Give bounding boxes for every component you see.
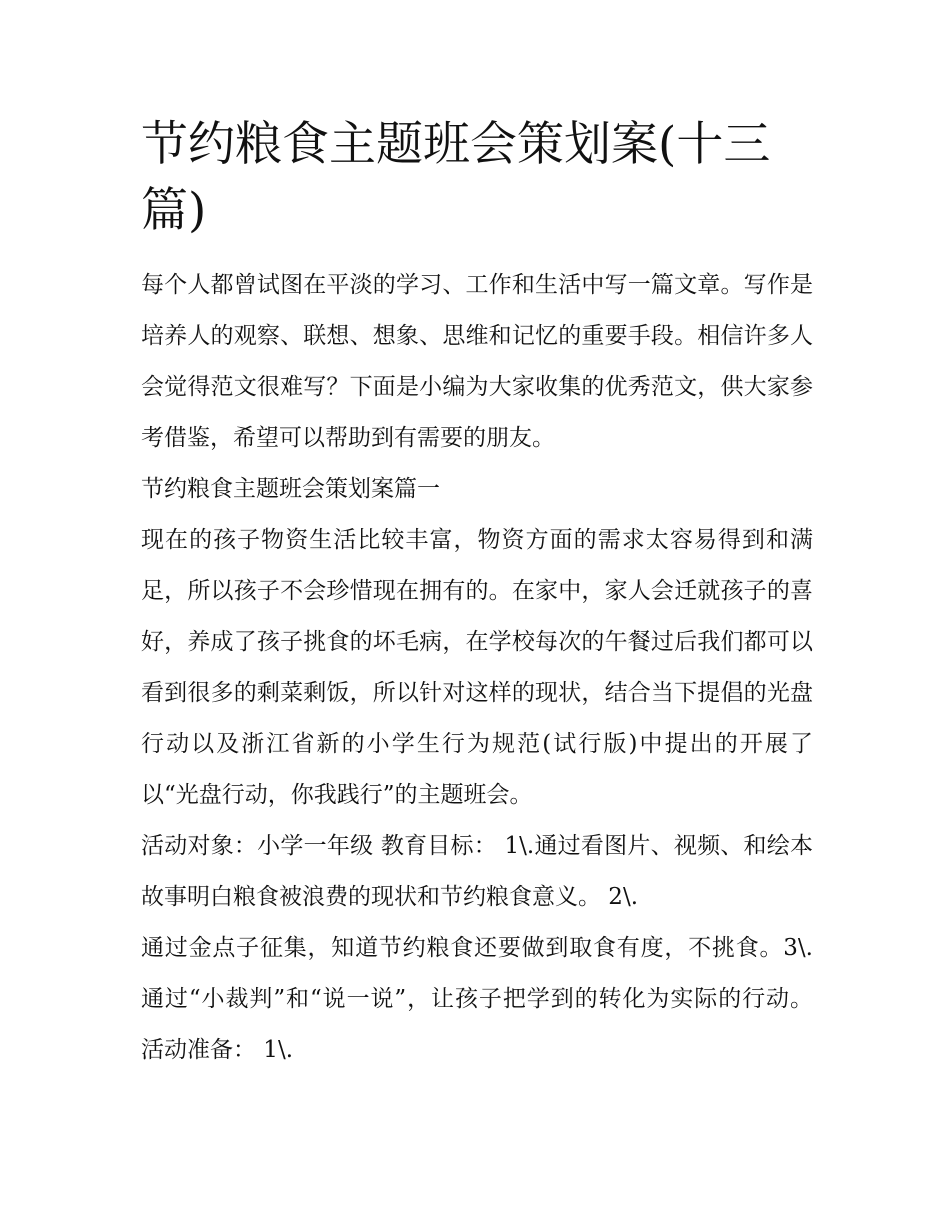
document-title: 节约粮食主题班会策划案(十三篇)	[141, 117, 771, 238]
section-heading: 节约粮食主题班会策划案篇一	[141, 476, 440, 502]
intro-paragraph: 每个人都曾试图在平淡的学习、工作和生活中写一篇文章。写作是培养人的观察、联想、想象、思维和记忆的重要手段。相信许多人会觉得范文很难写？下面是小编为大家收集的优秀范文，供大家参考借鉴，希望可以帮助到有需要的朋友。	[141, 272, 813, 451]
preparation-paragraph: 通过金点子征集，知道节约粮食还要做到取食有度，不挑食。3\.通过“小裁判”和“说一说”，让孩子把学到的转化为实际的行动。 活动准备： 1\.	[141, 935, 813, 1063]
document-body	[141, 112, 813, 1076]
objectives-paragraph: 活动对象：小学一年级 教育目标： 1\.通过看图片、视频、和绘本故事明白粮食被浪费的现状和节约粮食意义。 2\.	[141, 833, 813, 910]
background-paragraph: 现在的孩子物资生活比较丰富，物资方面的需求太容易得到和满足，所以孩子不会珍惜现在拥有的。在家中，家人会迁就孩子的喜好，养成了孩子挑食的坏毛病，在学校每次的午餐过后我们都可以看到很多的剩菜剩饭，所以针对这样的现状，结合当下提倡的光盘行动以及浙江省新的小学生行为规范(试行版)中提出的开展了以“光盘行动，你我践行”的主题班会。	[141, 527, 813, 808]
